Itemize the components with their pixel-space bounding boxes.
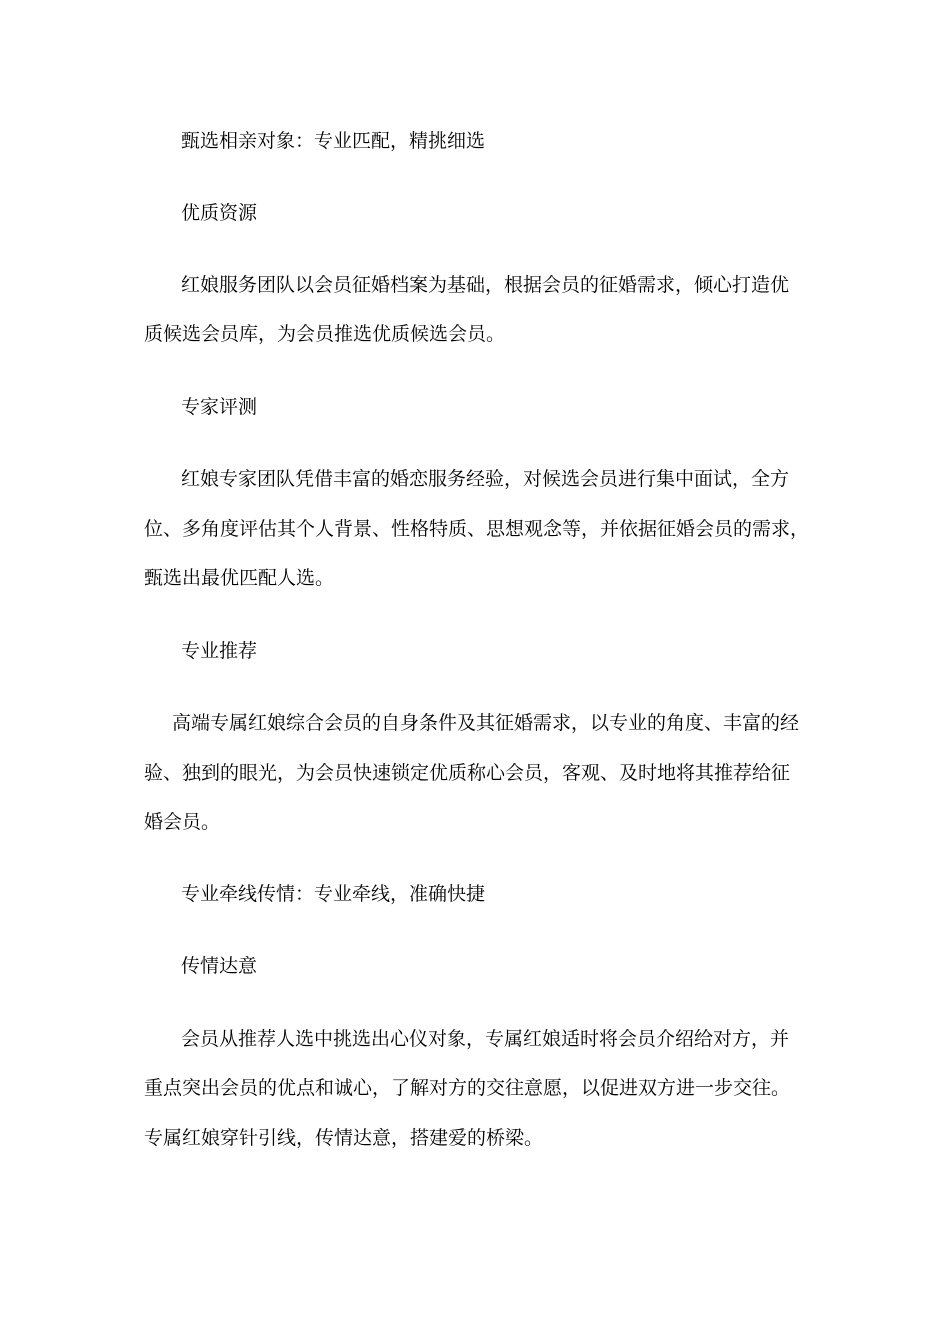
- subheading-convey-feelings: 传情达意: [181, 955, 258, 977]
- paragraph-line: 验、独到的眼光，为会员快速锁定优质称心会员，客观、及时地将其推荐给征: [144, 762, 791, 784]
- subheading-expert-evaluation: 专家评测: [181, 396, 258, 418]
- paragraph-line: 重点突出会员的优点和诚心，了解对方的交往意愿，以促进双方进一步交往。: [144, 1077, 791, 1099]
- paragraph-line: 位、多角度评估其个人背景、性格特质、思想观念等，并依据征婚会员的需求，: [144, 518, 810, 540]
- paragraph-line: 甄选出最优匹配人选。: [144, 567, 335, 589]
- section-heading-selection: 甄选相亲对象：专业匹配，精挑细选: [181, 130, 486, 152]
- paragraph-line: 质候选会员库，为会员推选优质候选会员。: [144, 323, 506, 345]
- paragraph-line: 红娘服务团队以会员征婚档案为基础，根据会员的征婚需求，倾心打造优: [181, 274, 790, 296]
- paragraph-line: 专属红娘穿针引线，传情达意，搭建爱的桥梁。: [144, 1127, 544, 1149]
- paragraph-line: 会员从推荐人选中挑选出心仪对象，专属红娘适时将会员介绍给对方，并: [181, 1028, 790, 1050]
- subheading-professional-recommendation: 专业推荐: [181, 640, 258, 662]
- subheading-quality-resources: 优质资源: [181, 202, 258, 224]
- section-heading-matchmaking: 专业牵线传情：专业牵线，准确快捷: [181, 883, 486, 905]
- paragraph-line: 高端专属红娘综合会员的自身条件及其征婚需求，以专业的角度、丰富的经: [172, 712, 800, 734]
- paragraph-line: 婚会员。: [144, 811, 221, 833]
- paragraph-line: 红娘专家团队凭借丰富的婚恋服务经验，对候选会员进行集中面试，全方: [181, 468, 790, 490]
